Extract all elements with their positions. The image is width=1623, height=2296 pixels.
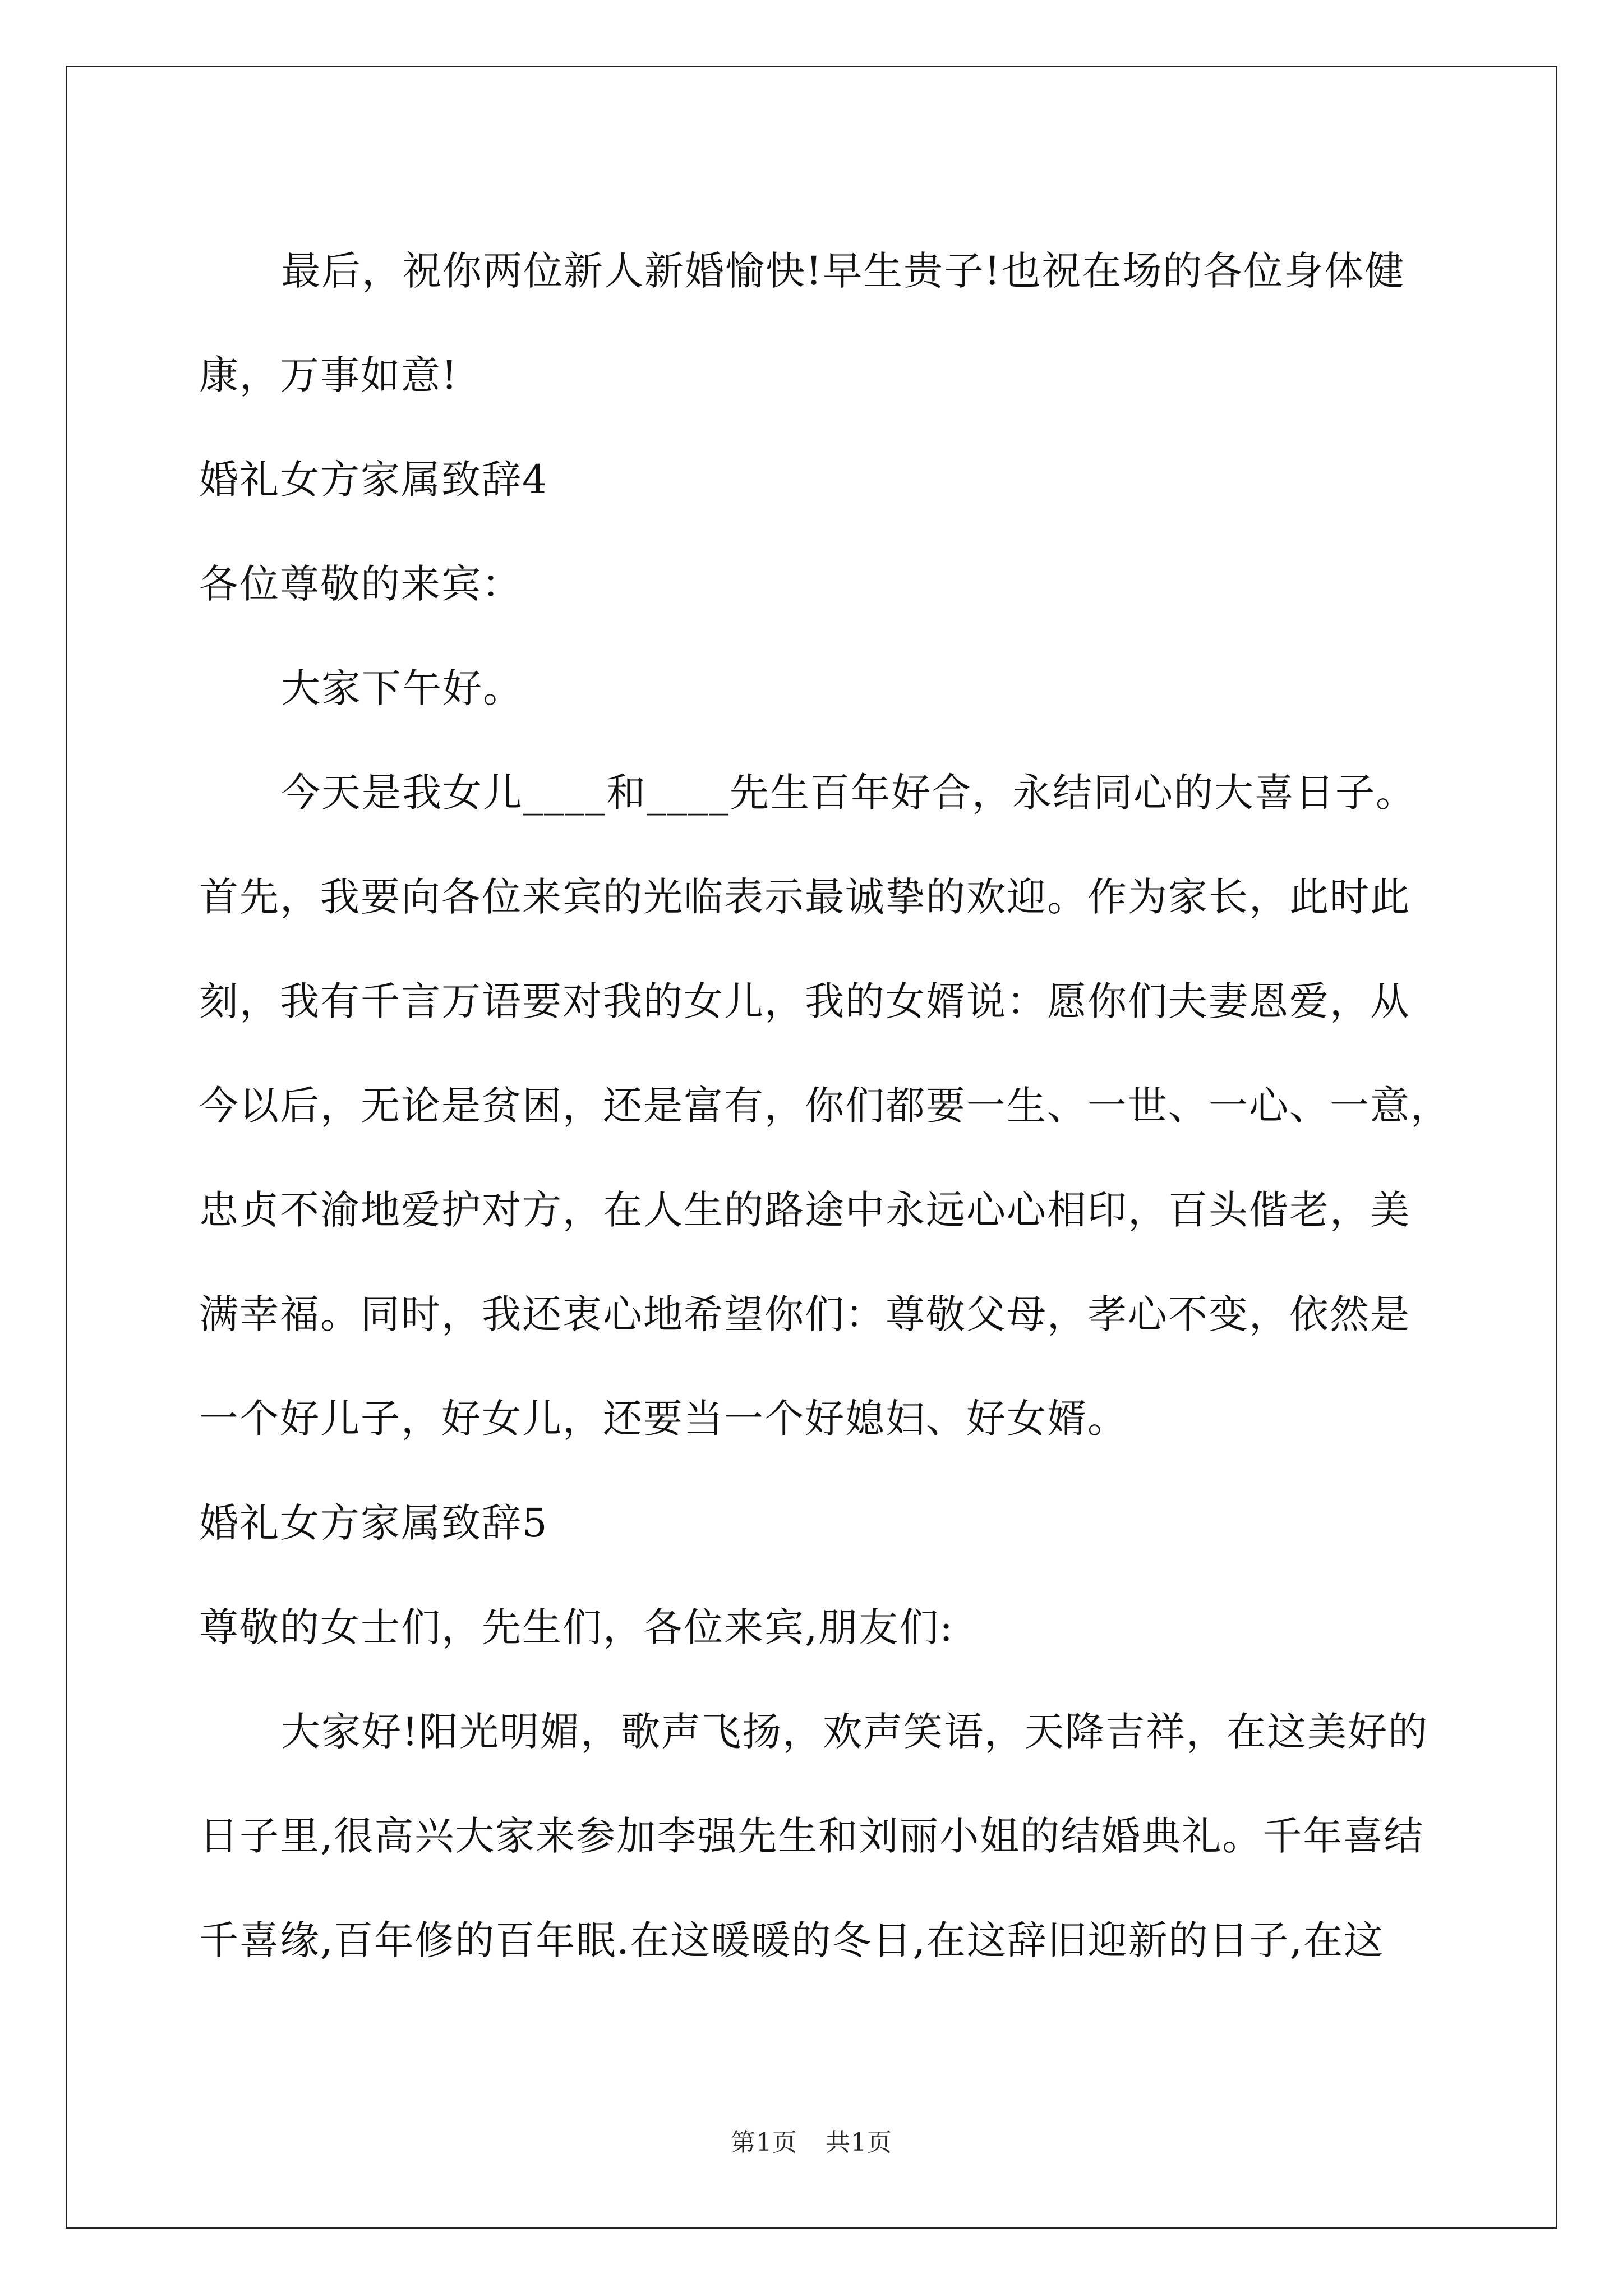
text-line: 一个好儿子，好女儿，还要当一个好媳妇、好女婿。 xyxy=(199,1396,1128,1442)
document-body xyxy=(199,219,1451,1993)
page-number: 第1页 xyxy=(731,2128,797,2157)
text-line: 刻，我有千言万语要对我的女儿，我的女婿说：愿你们夫妻恩爱，从 xyxy=(199,978,1410,1024)
section-heading: 婚礼女方家属致辞4 xyxy=(199,457,548,503)
salutation: 尊敬的女士们，先生们，各位来宾,朋友们: xyxy=(199,1604,954,1650)
salutation: 各位尊敬的来宾： xyxy=(199,561,522,607)
text-line: 日子里,很高兴大家来参加李强先生和刘丽小姐的结婚典礼。千年喜结 xyxy=(199,1813,1424,1859)
text-line: 康，万事如意! xyxy=(199,352,459,398)
text-line: 忠贞不渝地爱护对方，在人生的路途中永远心心相印，百头偕老，美 xyxy=(199,1187,1410,1233)
text-line: 今以后，无论是贫困，还是富有，你们都要一生、一世、一心、一意， xyxy=(199,1083,1451,1129)
section-heading: 婚礼女方家属致辞5 xyxy=(199,1500,548,1546)
text-line: 首先，我要向各位来宾的光临表示最诚挚的欢迎。作为家长，此时此 xyxy=(199,874,1410,920)
text-line: 今天是我女儿____和____先生百年好合，永结同心的大喜日子。 xyxy=(281,770,1416,816)
text-line: 大家下午好。 xyxy=(281,665,523,711)
page-count: 共1页 xyxy=(826,2128,892,2157)
text-line: 满幸福。同时，我还衷心地希望你们：尊敬父母，孝心不变，依然是 xyxy=(199,1291,1410,1337)
page-footer xyxy=(0,2126,1623,2160)
text-line: 最后，祝你两位新人新婚愉快!早生贵子!也祝在场的各位身体健 xyxy=(281,248,1405,294)
text-line: 大家好!阳光明媚，歌声飞扬，欢声笑语，天降吉祥，在这美好的 xyxy=(281,1709,1429,1755)
text-line: 千喜缘,百年修的百年眠.在这暖暖的冬日,在这辞旧迎新的日子,在这 xyxy=(199,1917,1385,1963)
